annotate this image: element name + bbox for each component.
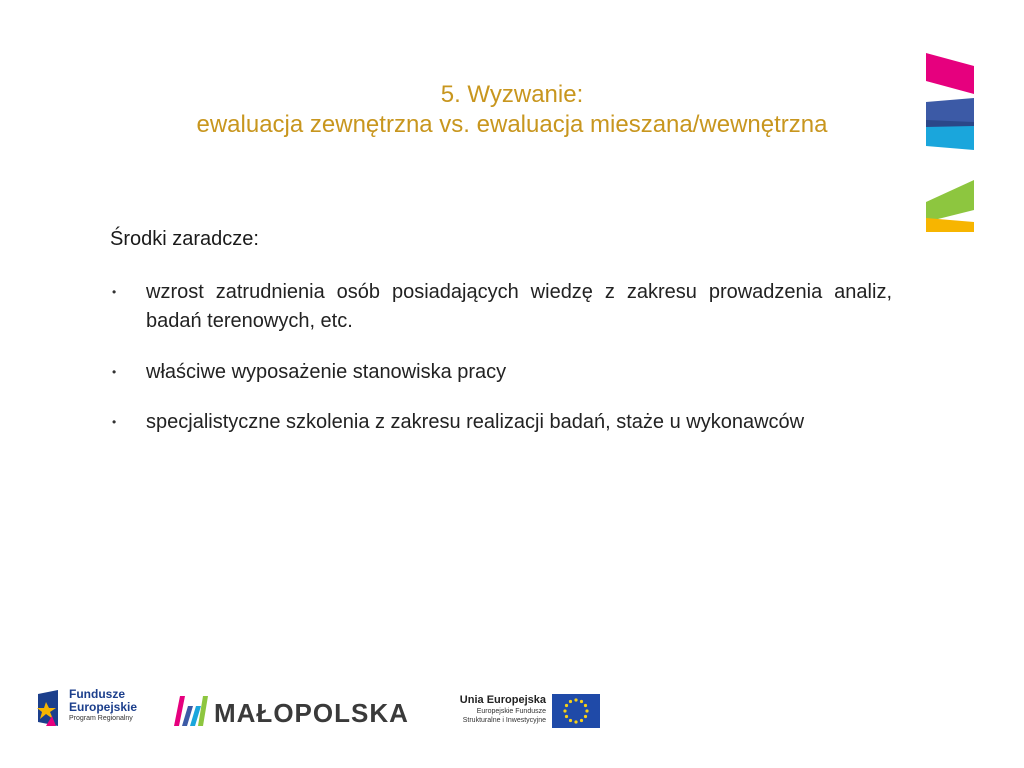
- stripe-magenta: [926, 53, 974, 94]
- unia-europejska-logo: [446, 690, 606, 730]
- bullet-item: [110, 278, 892, 336]
- bullet-marker: •: [112, 415, 117, 429]
- bullet-item: [110, 358, 892, 387]
- stripe-cyan: [926, 126, 974, 150]
- ue-line-2: Europejskie Fundusze: [476, 708, 546, 715]
- title-line-1: 5. Wyzwanie:: [440, 81, 584, 108]
- malopolska-logo: [172, 690, 417, 730]
- fundusze-europejskie-logo: [36, 688, 156, 732]
- fundusze-star-icon: [36, 688, 66, 728]
- ue-line-1: Unia Europejska: [459, 694, 546, 706]
- fundusze-text: [69, 688, 137, 724]
- footer-logos: [0, 680, 1024, 740]
- stripe-yellow: [926, 218, 974, 232]
- ue-line-3: Strukturalne i Inwestycyjne: [462, 717, 546, 724]
- fundusze-line-1: Fundusze: [69, 687, 125, 701]
- bullet-marker: •: [112, 365, 117, 379]
- ue-text: [446, 694, 546, 725]
- slide-title: [100, 80, 924, 140]
- title-line-2: ewaluacja zewnętrzna vs. ewaluacja mieszana/wewnętrzna: [196, 111, 828, 138]
- fundusze-line-2: Europejskie: [69, 700, 138, 714]
- eu-flag-icon: [552, 694, 600, 728]
- stripe-green: [926, 180, 974, 222]
- bullet-list: [110, 278, 892, 437]
- bullet-text: specjalistyczne szkolenia z zakresu realizacji badań, staże u wykonawców: [146, 411, 805, 433]
- decorative-stripes: [922, 50, 978, 235]
- fundusze-line-3: Program Regionalny: [69, 715, 133, 722]
- bullet-text: właściwe wyposażenie stanowiska pracy: [146, 361, 507, 383]
- malopolska-m-icon: [172, 692, 210, 728]
- section-heading: Środki zaradcze:: [110, 228, 259, 250]
- bullet-text: wzrost zatrudnienia osób posiadających wiedzę z zakresu prowadzenia analiz, badań terenowych, etc.: [146, 281, 892, 332]
- malopolska-text: MAŁOPOLSKA: [214, 698, 409, 728]
- bullet-item: [110, 408, 892, 437]
- bullet-marker: •: [112, 285, 117, 299]
